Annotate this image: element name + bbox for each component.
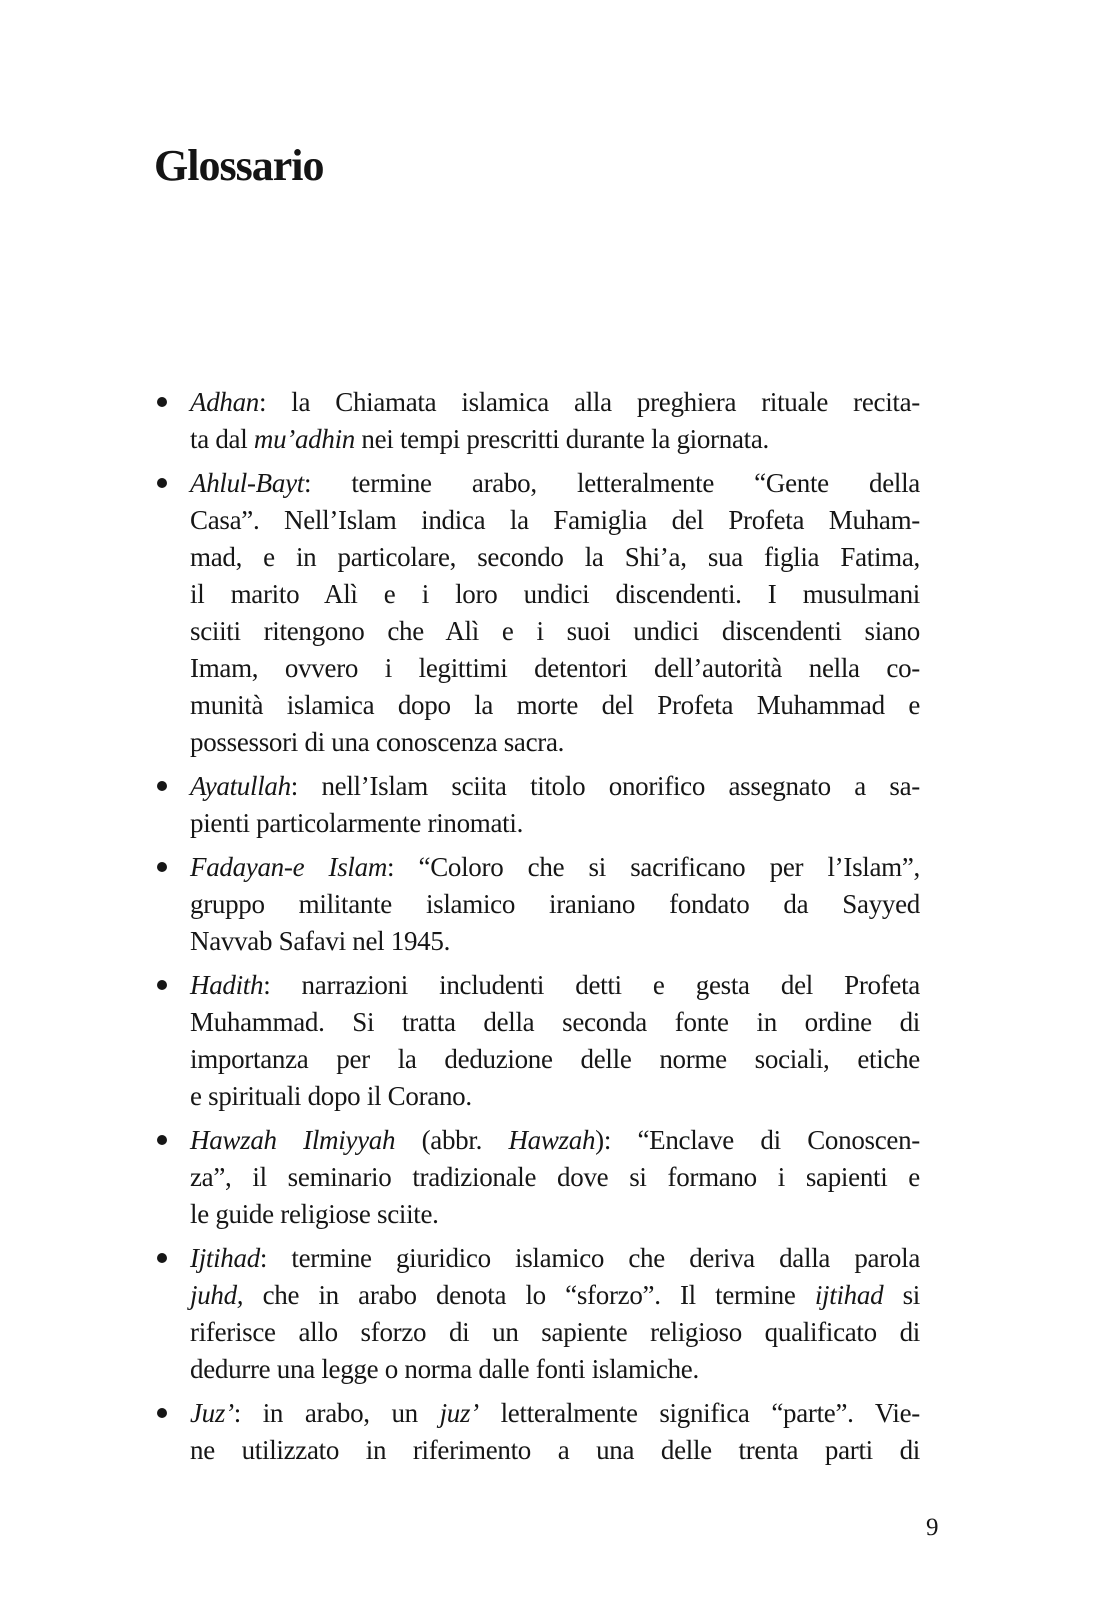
- glossary-term: juhd,: [190, 1280, 244, 1310]
- entry-line: [190, 1314, 920, 1351]
- definition-text: gruppo militante islamico iraniano fondato da Sayyed: [190, 889, 920, 919]
- entry-line: [190, 805, 920, 842]
- definition-text: importanza per la deduzione delle norme sociali, etiche: [190, 1044, 920, 1074]
- definition-text: pienti particolarmente rinomati.: [190, 808, 524, 838]
- entry-line: [190, 1196, 920, 1233]
- definition-text: : nell’Islam sciita titolo onorifico assegnato a sa-: [290, 771, 920, 801]
- definition-text: : termine giuridico islamico che deriva dalla parola: [259, 1243, 920, 1273]
- glossary-entry: [148, 1395, 920, 1469]
- definition-text: (abbr.: [395, 1125, 509, 1155]
- definition-text: dedurre una legge o norma dalle fonti islamiche.: [190, 1354, 699, 1384]
- bullet-icon: [157, 1135, 167, 1145]
- glossary-term: mu’adhin: [253, 424, 355, 454]
- bullet-icon: [157, 980, 167, 990]
- definition-text: : termine arabo, letteralmente “Gente della: [303, 468, 920, 498]
- entry-line: [190, 1078, 920, 1115]
- glossary-term: Ijtihad: [190, 1243, 260, 1273]
- entry-line: [190, 1041, 920, 1078]
- entry-line: [190, 886, 920, 923]
- definition-text: za”, il seminario tradizionale dove si formano i sapienti e: [190, 1162, 920, 1192]
- entry-line: [190, 384, 920, 421]
- entry-line: [190, 849, 920, 886]
- glossary-entry: [148, 967, 920, 1115]
- entry-line: [190, 724, 920, 761]
- bullet-icon: [157, 1253, 167, 1263]
- definition-text: : la Chiamata islamica alla preghiera rituale recita-: [259, 387, 920, 417]
- definition-text: riferisce allo sforzo di un sapiente religioso qualificato di: [190, 1317, 920, 1347]
- definition-text: : “Coloro che si sacrificano per l’Islam”,: [387, 852, 920, 882]
- entry-line: [190, 465, 920, 502]
- definition-text: Casa”. Nell’Islam indica la Famiglia del Profeta Muham-: [190, 505, 920, 535]
- bullet-icon: [157, 1408, 167, 1418]
- entry-line: [190, 923, 920, 960]
- definition-text: : in arabo, un: [233, 1398, 440, 1428]
- glossary-term: Hawzah Ilmiyyah: [190, 1125, 396, 1155]
- glossary-term: Ayatullah: [190, 771, 291, 801]
- entry-line: [190, 1240, 920, 1277]
- definition-text: e spirituali dopo il Corano.: [190, 1081, 472, 1111]
- definition-text: Navvab Safavi nel 1945.: [190, 926, 451, 956]
- glossary-entry: [148, 1240, 920, 1388]
- entry-line: [190, 1122, 920, 1159]
- glossary-term: juz’: [439, 1398, 479, 1428]
- entry-line: [190, 650, 920, 687]
- definition-text: letteralmente significa “parte”. Vie-: [478, 1398, 920, 1428]
- definition-text: Imam, ovvero i legittimi detentori dell’autorità nella co-: [190, 653, 920, 683]
- entry-line: [190, 421, 920, 458]
- entry-line: [190, 1395, 920, 1432]
- bullet-icon: [157, 862, 167, 872]
- glossary-term: ijtihad: [814, 1280, 884, 1310]
- definition-text: Muhammad. Si tratta della seconda fonte in ordine di: [190, 1007, 920, 1037]
- definition-text: munità islamica dopo la morte del Profeta Muhammad e: [190, 690, 920, 720]
- definition-text: mad, e in particolare, secondo la Shi’a, sua figlia Fatima,: [190, 542, 920, 572]
- bullet-icon: [157, 397, 167, 407]
- definition-text: sciiti ritengono che Alì e i suoi undici discendenti siano: [190, 616, 920, 646]
- entry-line: [190, 768, 920, 805]
- definition-text: nei tempi prescritti durante la giornata.: [354, 424, 769, 454]
- glossary-entry: [148, 384, 920, 458]
- definition-text: si: [883, 1280, 920, 1310]
- entry-line: [190, 967, 920, 1004]
- bullet-icon: [157, 781, 167, 791]
- glossary-entry: [148, 1122, 920, 1233]
- glossary-term: Ahlul-Bayt: [190, 468, 304, 498]
- glossary-entry: [148, 849, 920, 960]
- glossary-term: Hawzah: [508, 1125, 596, 1155]
- entry-line: [190, 1432, 920, 1469]
- definition-text: ta dal: [190, 424, 254, 454]
- definition-text: : narrazioni includenti detti e gesta del Profeta: [263, 970, 920, 1000]
- entry-line: [190, 687, 920, 724]
- glossary-list: [148, 384, 920, 1476]
- definition-text: ne utilizzato in riferimento a una delle trenta parti di: [190, 1435, 920, 1465]
- entry-line: [190, 1159, 920, 1196]
- glossary-term: Hadith: [190, 970, 264, 1000]
- glossary-term: Juz’: [190, 1398, 234, 1428]
- page-title: Glossario: [154, 141, 324, 190]
- definition-text: le guide religiose sciite.: [190, 1199, 439, 1229]
- glossary-entry: [148, 465, 920, 761]
- entry-line: [190, 502, 920, 539]
- definition-text: possessori di una conoscenza sacra.: [190, 727, 565, 757]
- glossary-term: Adhan: [190, 387, 259, 417]
- entry-line: [190, 613, 920, 650]
- page-number: 9: [926, 1514, 939, 1541]
- definition-text: il marito Alì e i loro undici discendenti. I musulmani: [190, 579, 920, 609]
- entry-line: [190, 1004, 920, 1041]
- entry-line: [190, 1351, 920, 1388]
- definition-text: ): “Enclave di Conoscen-: [595, 1125, 920, 1155]
- glossary-entry: [148, 768, 920, 842]
- entry-line: [190, 1277, 920, 1314]
- entry-line: [190, 576, 920, 613]
- definition-text: che in arabo denota lo “sforzo”. Il termine: [243, 1280, 815, 1310]
- entry-line: [190, 539, 920, 576]
- bullet-icon: [157, 478, 167, 488]
- glossary-term: Fadayan-e Islam: [190, 852, 388, 882]
